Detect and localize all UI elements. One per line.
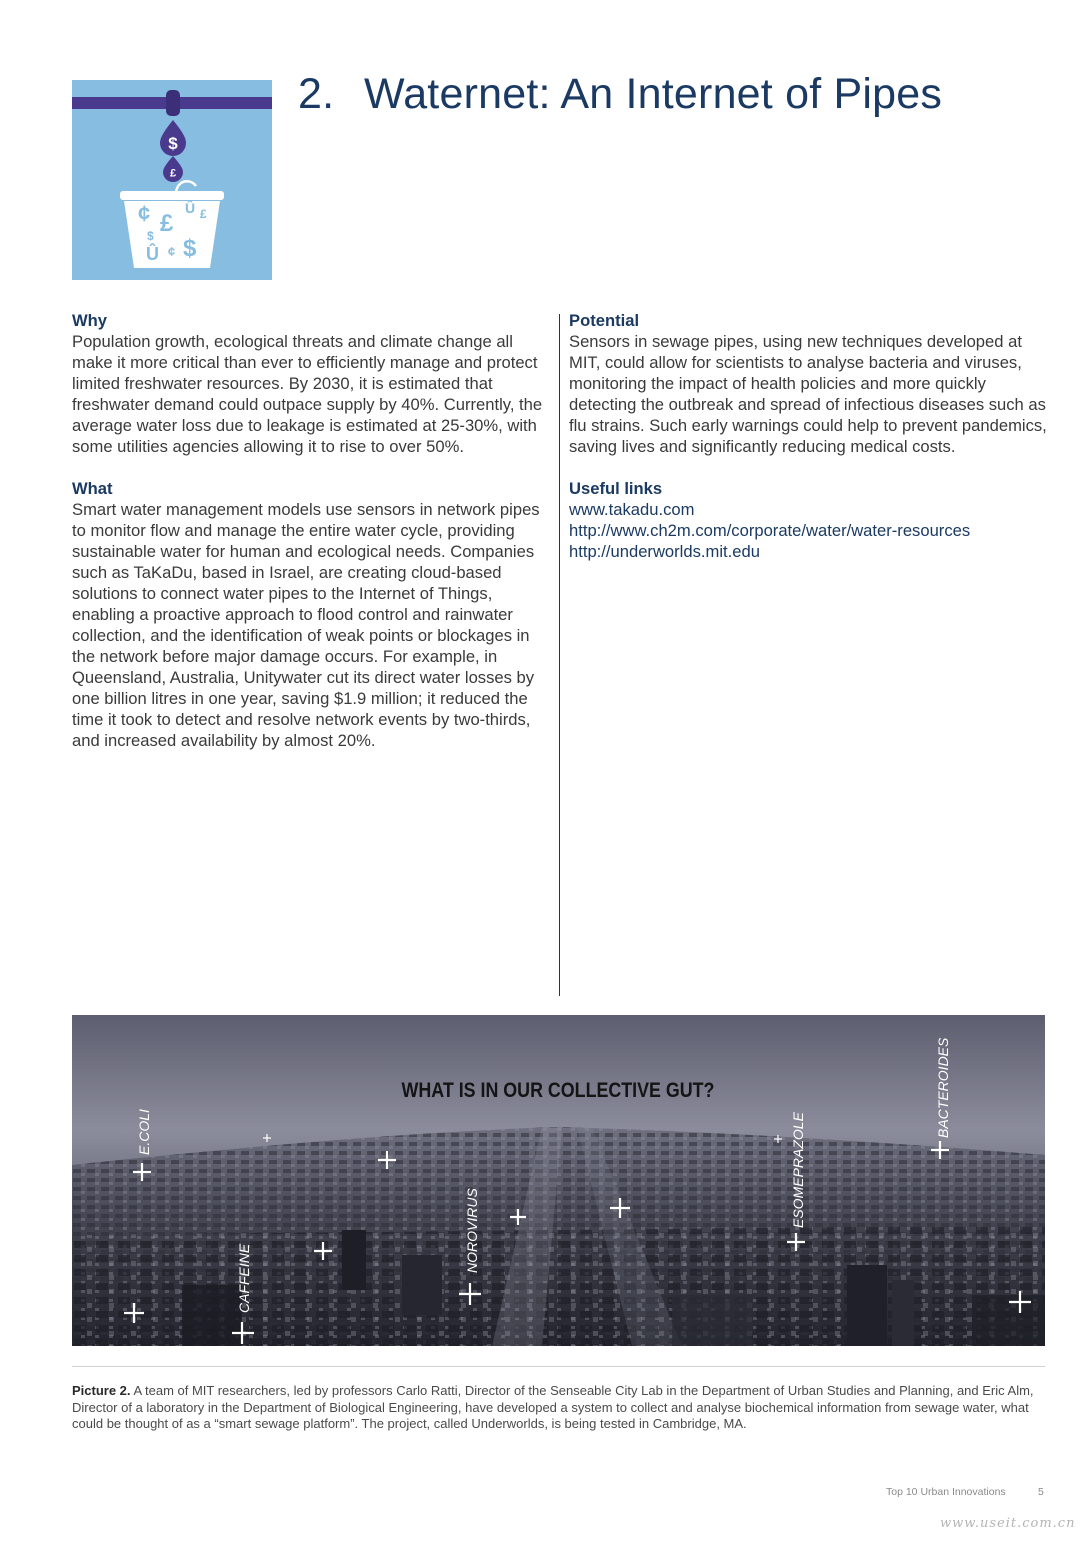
bucket-symbol-4: £ <box>200 207 207 221</box>
drop-symbol-1: $ <box>168 134 178 153</box>
link-underworlds[interactable]: http://underworlds.mit.edu <box>569 542 760 561</box>
bucket-symbol-8: $ <box>183 235 197 262</box>
link-takadu[interactable]: www.takadu.com <box>569 500 695 519</box>
column-divider <box>559 314 560 996</box>
useful-links-list <box>569 499 1051 562</box>
potential-text: Sensors in sewage pipes, using new techniques developed at MIT, could allow for scientists to analyse bacteria and viruses, monitoring the impact of health policies and more quickly detecting the outbreak and spread of infectious diseases such as flu strains. Such early warnings could help to prevent pandemics, saving lives and significantly reducing medical costs. <box>569 332 1047 456</box>
bucket-symbol-3: Û <box>185 200 196 216</box>
useful-links-heading: Useful links <box>569 479 663 498</box>
footer-publication: Top 10 Urban Innovations <box>886 1486 1006 1498</box>
page-title <box>298 70 942 119</box>
label-ecoli: E.COLI <box>136 1109 152 1155</box>
section-number: 2. <box>298 70 335 118</box>
watermark: www.useit.com.cn <box>940 1516 1076 1531</box>
useful-links-section <box>569 478 1051 562</box>
footer-page-number: 5 <box>1038 1486 1044 1498</box>
city-aerial-photo <box>72 1015 1045 1346</box>
picture-caption <box>72 1383 1050 1433</box>
why-text: Population growth, ecological threats and climate change all make it more critical than ever to efficiently manage and protect limited freshwater resources. By 2030, it is estimated that freshwater demand could outpace supply by 40%. Currently, the average water loss due to leakage is estimated at 25-30%, with some utilities agencies allowing it to rise to over 50%. <box>72 332 543 456</box>
drop-symbol-2: £ <box>169 167 177 180</box>
label-bacteroides: BACTEROIDES <box>935 1037 951 1138</box>
caption-text: A team of MIT researchers, led by professors Carlo Ratti, Director of the Senseable City Lab in the Department of Urban Studies and Planning, and Eric Alm, Director of a laboratory in the Department of Biological Engineering, have developed a system to collect and analyse biochemical information from sewage water, what could be thought of as a “smart sewage platform”. The project, called Underworlds, is being tested in Cambridge, MA. <box>72 1383 1034 1431</box>
bucket-symbol-5: $ <box>147 229 154 243</box>
potential-section <box>569 310 1051 457</box>
label-esomeprazole: ESOMEPRAZOLE <box>790 1112 806 1228</box>
right-column <box>569 310 1051 583</box>
why-section <box>72 310 550 457</box>
label-norovirus: NOROVIRUS <box>464 1188 480 1273</box>
section-title: Waternet: An Internet of Pipes <box>364 70 943 118</box>
bucket-symbol-7: ¢ <box>168 244 176 259</box>
what-text: Smart water management models use sensors in network pipes to monitor flow and manage the entire water cycle, providing sustainable water for human and ecological needs. Companies such as TaKaDu, based in Israel, are creating cloud-based solutions to connect water pipes to the Internet of Things, enabling a proactive approach to flood control and rainwater collection, and the identification of weak points or blockages in the network before major damage occurs. For example, in Queensland, Australia, Unitywater cut its direct water losses by one billion litres in one year, saving $1.9 million; it reduced the time it took to detect and resolve network events by two-thirds, and increased availability by almost 20%. <box>72 500 540 750</box>
why-heading: Why <box>72 311 108 330</box>
label-caffeine: CAFFEINE <box>236 1243 252 1313</box>
link-ch2m[interactable]: http://www.ch2m.com/corporate/water/water-resources <box>569 521 971 540</box>
what-heading: What <box>72 479 113 498</box>
caption-divider <box>72 1366 1045 1367</box>
bucket-symbol-1: ¢ <box>138 201 151 226</box>
bucket-symbol-6: Û <box>146 244 159 264</box>
caption-label: Picture 2. <box>72 1383 131 1398</box>
picture-headline: WHAT IS IN OUR COLLECTIVE GUT? <box>401 1078 715 1103</box>
left-column <box>72 310 550 772</box>
water-pipe-money-bucket-icon <box>72 80 272 280</box>
potential-heading: Potential <box>569 311 640 330</box>
bucket-symbol-2: £ <box>160 210 174 237</box>
what-section <box>72 478 550 751</box>
